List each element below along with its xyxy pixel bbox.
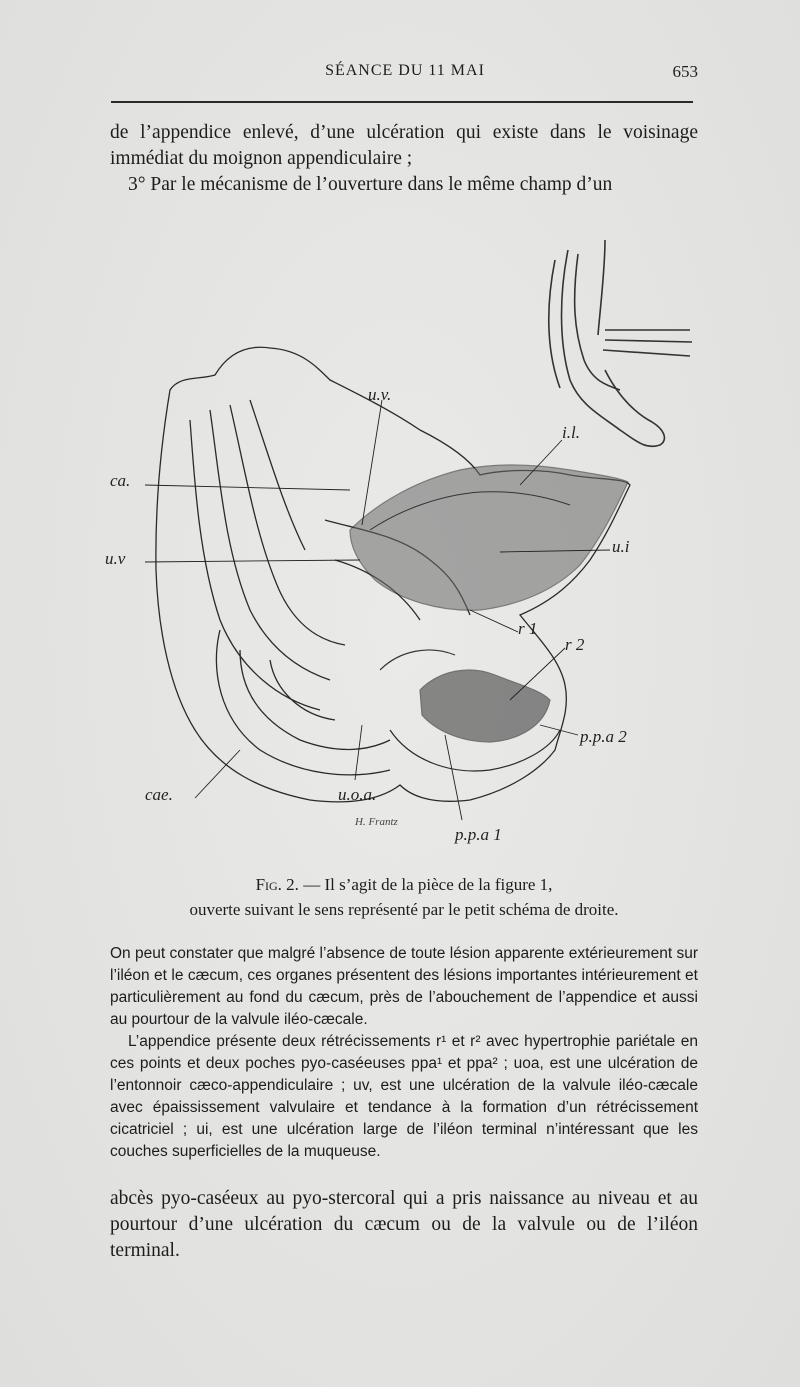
caption-line-2: ouverte suivant le sens représenté par le petit schéma de droite. <box>189 900 619 919</box>
page-header <box>110 62 700 86</box>
ileum-ulcer <box>350 465 628 610</box>
bottom-text <box>110 1186 698 1264</box>
label-r1: r 1 <box>518 619 538 638</box>
caption-text-1: — Il s’agit de la pièce de la figure 1, <box>298 875 553 894</box>
legend-paragraph: On peut constater que malgré l’absence de toute lésion apparente extérieurement sur l’iléon et le cæcum, ces organes présentent des lésions importantes intérieurement et particulièrement au fond du cæcum, près de l’abouchement de l’appendice et aussi au pourtour de la valvule iléo-cæcale. <box>110 945 698 1028</box>
running-head: SÉANCE DU 11 MAI <box>325 62 485 79</box>
label-ui: u.i <box>612 537 630 556</box>
label-uv-top: u.v. <box>368 385 392 404</box>
paragraph: 3° Par le mécanisme de l’ouverture dans le même champ d’un <box>128 174 613 195</box>
caption-line-1 <box>110 872 698 897</box>
header-rule <box>111 101 693 103</box>
schema-sketch <box>549 240 692 446</box>
label-ca: ca. <box>110 471 131 490</box>
figure-caption <box>110 872 698 922</box>
top-text <box>110 120 698 198</box>
label-r2: r 2 <box>565 635 585 654</box>
paragraph: de l’appendice enlevé, d’une ulcération qui existe dans le voisinage immédiat du moignon appendiculaire ; <box>110 122 698 169</box>
label-ppa2: p.p.a 2 <box>580 727 627 746</box>
figure-legend <box>110 943 698 1163</box>
leader-lines <box>145 400 610 820</box>
anatomical-figure <box>100 230 700 860</box>
artist-signature: H. Frantz <box>355 816 398 828</box>
caption-fig-label: Fig. 2. <box>255 875 299 894</box>
label-cae: cae. <box>145 785 173 804</box>
label-uoa: u.o.a. <box>338 785 377 804</box>
paragraph: abcès pyo-caséeux au pyo-stercoral qui a pris naissance au niveau et au pourtour d’une ulcération du cæcum ou de la valvule ou de l’iléon terminal. <box>110 1188 698 1261</box>
label-uv-left: u.v <box>105 549 126 568</box>
legend-paragraph: L’appendice présente deux rétrécissements r¹ et r² avec hypertrophie pariétale en ces points et deux poches pyo-caséeuses ppa¹ et ppa² ; uoa, est une ulcération de l’entonnoir cæco-appendiculaire ; uv, est une ulcération de la valvule iléo-cæcale avec épaississement valvulaire et tendance à la formation d’un rétrécissement cicatriciel ; ui, est une ulcération large de l’iléon terminal n’intéressant que les couches superficielles de la muqueuse. <box>110 1033 698 1160</box>
page-number: 653 <box>672 62 698 81</box>
label-il: i.l. <box>562 423 580 442</box>
label-ppa1: p.p.a 1 <box>455 825 502 844</box>
appendix-ulcer <box>380 650 560 771</box>
